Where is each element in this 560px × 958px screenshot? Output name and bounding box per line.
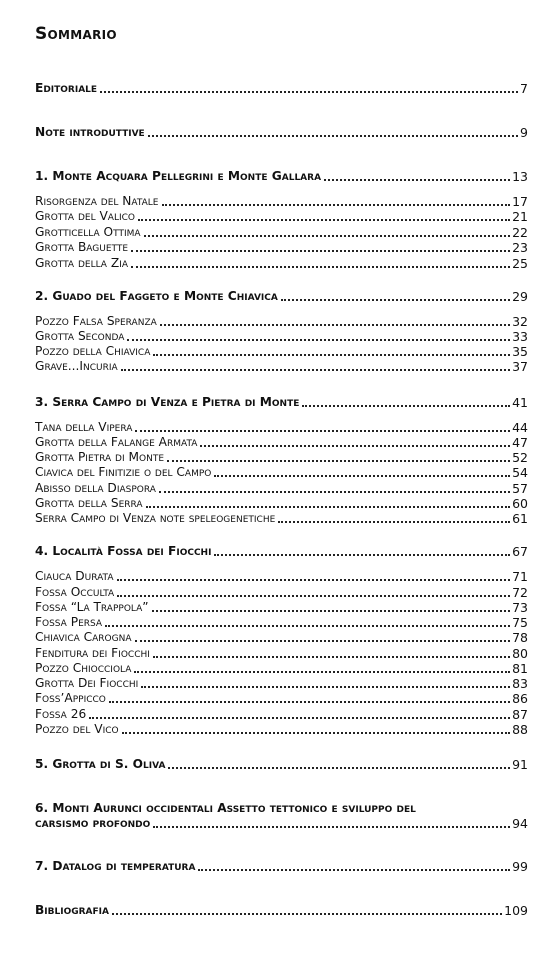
leader-dots (160, 324, 510, 326)
toc-chapter[interactable] (35, 394, 528, 410)
toc-entry-label: Pozzo del Vico (35, 722, 119, 736)
toc-entry[interactable] (35, 614, 528, 630)
toc-chapter-line1[interactable] (35, 798, 528, 816)
leader-dots (214, 475, 510, 477)
toc-entry-label: Grotta Baguette (35, 240, 129, 254)
toc-entry[interactable] (35, 80, 528, 96)
leader-dots (135, 640, 511, 642)
leader-dots (159, 491, 510, 493)
toc-entry[interactable] (35, 599, 528, 615)
leader-dots (168, 767, 510, 769)
toc-entry-label: Bibliografia (35, 903, 109, 917)
toc-entry-page: 25 (512, 256, 528, 271)
toc-entry-page: 81 (512, 661, 528, 676)
toc-chapter[interactable] (35, 858, 528, 874)
toc-entry-label: Editoriale (35, 81, 98, 95)
toc-entry[interactable] (35, 464, 528, 480)
toc-entry-page: 88 (512, 722, 528, 737)
leader-dots (152, 610, 510, 612)
toc-entry-page: 87 (512, 707, 528, 722)
toc-entry-label: Fossa 26 (35, 707, 87, 721)
toc-entry-label: Risorgenza del Natale (35, 194, 159, 208)
toc-entry-page: 23 (512, 240, 528, 255)
toc-entry[interactable] (35, 193, 528, 209)
toc-entry[interactable] (35, 419, 528, 435)
toc-entry-label: Serra Campo di Venza note speleogenetiche (35, 511, 276, 525)
toc-entry-label: 2. Guado del Faggeto e Monte Chiavica (35, 289, 278, 303)
toc-entry-page: 57 (512, 481, 528, 496)
toc-entry-label: 1. Monte Acquara Pellegrini e Monte Gallara (35, 169, 322, 183)
toc-entry-label: Grotta Dei Fiocchi (35, 676, 139, 690)
leader-dots (131, 250, 510, 252)
toc-entry-label: Foss’Appicco (35, 691, 106, 705)
toc-entry[interactable] (35, 358, 528, 374)
toc-entry-label: Pozzo Falsa Speranza (35, 314, 157, 328)
toc-entry[interactable] (35, 328, 528, 344)
toc-entry-label: Grotta Seconda (35, 329, 125, 343)
toc-entry-page: 52 (512, 450, 528, 465)
toc-entry[interactable] (35, 224, 528, 240)
toc-entry-page: 29 (512, 289, 528, 304)
toc-chapter[interactable] (35, 815, 528, 831)
leader-dots (144, 235, 511, 237)
toc-entry-label-continued: carsismo profondo (35, 816, 151, 830)
toc-entry-label: 7. Datalog di temperatura (35, 859, 196, 873)
leader-dots (148, 135, 518, 137)
toc-entry-page: 86 (512, 691, 528, 706)
leader-dots (153, 354, 510, 356)
toc-entry-label: Ciavica del Finitizie o del Campo (35, 465, 212, 479)
toc-entry-page: 54 (512, 465, 528, 480)
toc-entry-page: 75 (512, 615, 528, 630)
toc-entry-page: 33 (512, 329, 528, 344)
toc-entry[interactable] (35, 690, 528, 706)
toc-entry-page: 83 (512, 676, 528, 691)
toc-entry-page: 60 (512, 496, 528, 511)
toc-entry-label: 5. Grotta di S. Oliva (35, 757, 166, 771)
toc-entry-page: 44 (512, 420, 528, 435)
toc-entry[interactable] (35, 480, 528, 496)
toc-entry-page: 21 (512, 209, 528, 224)
toc-entry[interactable] (35, 510, 528, 526)
leader-dots (141, 686, 510, 688)
toc-entry-page: 32 (512, 314, 528, 329)
toc-entry-label: Abisso della Diaspora (35, 481, 156, 495)
toc-entry[interactable] (35, 675, 528, 691)
toc-entry-page: 7 (520, 81, 528, 96)
toc-entry[interactable] (35, 495, 528, 511)
toc-entry-page: 22 (512, 225, 528, 240)
toc-entry-label: Note introduttive (35, 125, 145, 139)
leader-dots (324, 179, 510, 181)
toc-entry-page: 35 (512, 344, 528, 359)
toc-entry[interactable] (35, 208, 528, 224)
leader-dots (117, 595, 510, 597)
leader-dots (200, 445, 510, 447)
toc-chapter[interactable] (35, 756, 528, 772)
toc-chapter[interactable] (35, 543, 528, 559)
leader-dots (100, 91, 518, 93)
toc-entry-label: Grotticella Ottima (35, 225, 141, 239)
leader-dots (167, 460, 510, 462)
leader-dots (153, 656, 510, 658)
toc-entry[interactable] (35, 449, 528, 465)
toc-entry[interactable] (35, 313, 528, 329)
toc-entry-label: Grave...Incuria (35, 359, 118, 373)
toc-entry-page: 37 (512, 359, 528, 374)
leader-dots (162, 204, 511, 206)
toc-entry-label: 3. Serra Campo di Venza e Pietra di Monte (35, 395, 300, 409)
toc-entry-label: Grotta del Valico (35, 209, 135, 223)
leader-dots (281, 299, 510, 301)
toc-entry-page: 47 (512, 435, 528, 450)
toc-chapter[interactable] (35, 288, 528, 304)
toc-entry[interactable] (35, 645, 528, 661)
page-title: Sommario (35, 24, 117, 44)
toc-entry-label: Grotta della Serra (35, 496, 143, 510)
leader-dots (153, 826, 510, 828)
toc-entry-label: Grotta Pietra di Monte (35, 450, 165, 464)
toc-entry-label: Fossa “La Trappola” (35, 600, 149, 614)
leader-dots (278, 521, 510, 523)
toc-entry-page: 72 (512, 585, 528, 600)
leader-dots (105, 625, 510, 627)
toc-entry-label: 4. Località Fossa dei Fiocchi (35, 544, 212, 558)
toc-entry[interactable] (35, 255, 528, 271)
leader-dots (117, 579, 511, 581)
toc-entry-page: 67 (512, 544, 528, 559)
toc-entry[interactable] (35, 721, 528, 737)
toc-entry[interactable] (35, 706, 528, 722)
toc-entry-label: Chiavica Carogna (35, 630, 132, 644)
leader-dots (121, 369, 510, 371)
leader-dots (134, 671, 510, 673)
toc-entry[interactable] (35, 434, 528, 450)
toc-entry-label: Grotta della Zia (35, 256, 128, 270)
leader-dots (138, 219, 510, 221)
toc-entry-page: 61 (512, 511, 528, 526)
toc-entry-page: 99 (512, 859, 528, 874)
toc-entry[interactable] (35, 239, 528, 255)
toc-entry-page: 109 (504, 903, 528, 918)
toc-entry-page: 13 (512, 169, 528, 184)
leader-dots (112, 913, 502, 915)
leader-dots (122, 732, 511, 734)
toc-entry[interactable] (35, 902, 528, 918)
leader-dots (198, 869, 510, 871)
leader-dots (214, 554, 510, 556)
toc-entry[interactable] (35, 124, 528, 140)
toc-entry[interactable] (35, 660, 528, 676)
toc-entry[interactable] (35, 568, 528, 584)
toc-entry-page: 78 (512, 630, 528, 645)
toc-entry-label: Fenditura dei Fiocchi (35, 646, 150, 660)
leader-dots (89, 717, 510, 719)
toc-entry-page: 80 (512, 646, 528, 661)
toc-entry-label: Ciauca Durata (35, 569, 114, 583)
toc-entry-label: Pozzo Chiocciola (35, 661, 132, 675)
leader-dots (302, 405, 510, 407)
toc-entry-label: Tana della Vipera (35, 420, 133, 434)
toc-entry[interactable] (35, 629, 528, 645)
toc-entry-label: Pozzo della Chiavica (35, 344, 151, 358)
toc-entry-label: 6. Monti Aurunci occidentali Assetto tettonico e sviluppo del (35, 801, 416, 815)
toc-entry-page: 17 (512, 194, 528, 209)
toc-entry-label: Fossa Persa (35, 615, 103, 629)
toc-entry-page: 94 (512, 816, 528, 831)
leader-dots (131, 266, 510, 268)
toc-entry-page: 91 (512, 757, 528, 772)
leader-dots (146, 506, 511, 508)
leader-dots (127, 339, 510, 341)
toc-entry-label: Fossa Occulta (35, 585, 115, 599)
toc-entry-page: 9 (520, 125, 528, 140)
toc-chapter[interactable] (35, 168, 528, 184)
toc-entry-page: 71 (512, 569, 528, 584)
toc-entry-page: 41 (512, 395, 528, 410)
leader-dots (109, 701, 510, 703)
toc-entry-label: Grotta della Falange Armata (35, 435, 198, 449)
toc-entry-page: 73 (512, 600, 528, 615)
toc-entry[interactable] (35, 584, 528, 600)
toc-entry[interactable] (35, 343, 528, 359)
leader-dots (135, 430, 510, 432)
